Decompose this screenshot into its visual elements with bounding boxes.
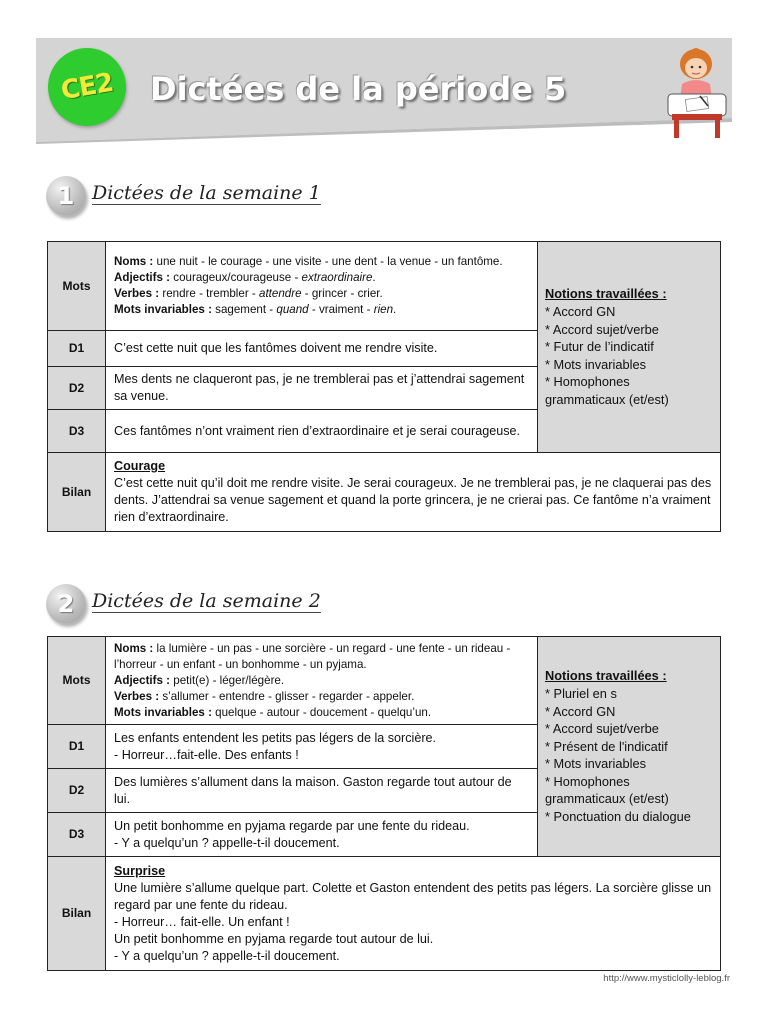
table-row	[48, 637, 721, 725]
bilan-title: Surprise	[114, 863, 166, 878]
bilan-cell	[106, 453, 721, 532]
notion-item: * Présent de l'indicatif	[545, 738, 668, 754]
adjectifs-list: petit(e) - léger/légère.	[170, 673, 285, 687]
row-label: D2	[48, 769, 106, 813]
number-bubble-icon	[46, 176, 86, 216]
verbes-list: s’allumer - entendre - glisser - regarder - appeler.	[159, 689, 415, 703]
bilan-text: - Y a quelqu’un ? appelle-t-il doucement.	[114, 948, 340, 963]
verbes-end: - grincer - crier.	[301, 287, 383, 300]
row-label: D1	[48, 331, 106, 367]
bilan-title: Courage	[114, 459, 166, 473]
adjectifs-label: Adjectifs :	[114, 271, 171, 284]
invariables-list: quelque - autour - doucement - quelqu’un.	[211, 705, 432, 719]
notion-item: * Accord GN	[545, 304, 616, 320]
row-label: D1	[48, 725, 106, 769]
notion-item: * Ponctuation du dialogue	[545, 809, 691, 825]
verbes-label: Verbes :	[114, 287, 160, 300]
noms-label: Noms :	[114, 255, 154, 268]
notion-item: * Pluriel en s	[545, 685, 617, 701]
notion-item: * Futur de l’indicatif	[545, 339, 654, 355]
ce2-badge-label: CE2	[58, 67, 116, 107]
invariables-italic-2: rien	[373, 303, 394, 316]
invariables-list-2: - vraiment -	[308, 303, 374, 316]
bilan-text: C’est cette nuit qu’il doit me rendre visite. Je serai courageux. Je ne tremblerai pas, je ne claquerai pas des dents. J’attendrai sa venue sagement et quand la porte grincera, je ne crierai pas. Ce fantôme n’a vraiment rien d’extraordinaire.	[114, 476, 712, 524]
row-label: Mots	[48, 637, 106, 725]
dictee-text: Mes dents ne claqueront pas, je ne tremblerai pas et j’attendrai sagement sa venue.	[106, 367, 538, 410]
noms-list: une nuit - le courage - une visite - une dent - la venue - un fantôme.	[153, 255, 503, 268]
noms-list: la lumière - un pas - une sorcière - un regard - une fente - un rideau - l’horreur - un enfant - un bonhomme - un pyjama.	[114, 641, 511, 671]
table-row	[48, 857, 721, 971]
section-number: 2	[57, 590, 75, 618]
verbes-italic: attendre	[259, 287, 302, 300]
adjectifs-end: .	[372, 271, 376, 284]
dictee-text: Ces fantômes n’ont vraiment rien d’extraordinaire et je serai courageuse.	[106, 410, 538, 453]
week-1-table	[47, 241, 721, 532]
verbes-label: Verbes :	[114, 689, 160, 703]
dictee-text: C’est cette nuit que les fantômes doivent me rendre visite.	[106, 331, 538, 367]
row-label: D3	[48, 410, 106, 453]
bilan-text: Une lumière s’allume quelque part. Colette et Gaston entendent des petits pas légers. La sorcière glisse un regard par une fente du rideau.	[114, 880, 712, 912]
noms-label: Noms :	[114, 641, 154, 655]
invariables-end: .	[393, 303, 397, 316]
number-bubble-icon	[46, 584, 86, 624]
verbes-list: rendre - trembler -	[159, 287, 259, 300]
table-row	[48, 453, 721, 532]
invariables-label: Mots invariables :	[114, 303, 212, 316]
notion-item: * Homophones grammaticaux (et/est)	[545, 773, 669, 807]
notion-item: * Accord GN	[545, 703, 616, 719]
notions-cell	[538, 637, 721, 857]
bilan-text: Un petit bonhomme en pyjama regarde tout autour de lui.	[114, 931, 434, 946]
invariables-list: sagement -	[211, 303, 277, 316]
dictee-text: Des lumières s’allument dans la maison. Gaston regarde tout autour de lui.	[106, 769, 538, 813]
notion-item: * Homophones grammaticaux (et/est)	[545, 374, 669, 407]
notions-title: Notions travaillées :	[545, 286, 667, 302]
week-2-table	[47, 636, 721, 971]
row-label: D3	[48, 813, 106, 857]
section-title: Dictées de la semaine 1	[92, 182, 321, 204]
mots-cell	[106, 242, 538, 331]
bilan-cell	[106, 857, 721, 971]
row-label: Mots	[48, 242, 106, 331]
adjectifs-italic: extraordinaire	[301, 271, 373, 284]
table-row	[48, 242, 721, 331]
footer-url: http://www.mysticlolly-leblog.fr	[603, 973, 730, 984]
page-title: Dictées de la période 5	[150, 70, 567, 108]
dictee-text: Les enfants entendent les petits pas légers de la sorcière. - Horreur…fait-elle. Des enfants !	[106, 725, 538, 769]
notions-title: Notions travaillées :	[545, 668, 667, 684]
mots-cell	[106, 637, 538, 725]
row-label: Bilan	[48, 857, 106, 971]
ce2-badge	[48, 48, 126, 126]
notion-item: * Mots invariables	[545, 356, 646, 372]
adjectifs-list: courageux/courageuse -	[170, 271, 302, 284]
notion-item: * Accord sujet/verbe	[545, 321, 659, 337]
row-label: D2	[48, 367, 106, 410]
bilan-text: - Horreur… fait-elle. Un enfant !	[114, 914, 290, 929]
adjectifs-label: Adjectifs :	[114, 673, 171, 687]
notion-item: * Accord sujet/verbe	[545, 721, 659, 737]
notions-cell	[538, 242, 721, 453]
invariables-label: Mots invariables :	[114, 705, 212, 719]
notion-item: * Mots invariables	[545, 756, 646, 772]
girl-writing-icon	[662, 44, 732, 140]
section-title: Dictées de la semaine 2	[92, 590, 321, 612]
section-number: 1	[57, 182, 75, 210]
row-label: Bilan	[48, 453, 106, 532]
invariables-italic: quand	[276, 303, 309, 316]
dictee-text: Un petit bonhomme en pyjama regarde par une fente du rideau. - Y a quelqu’un ? appelle-t-il doucement.	[106, 813, 538, 857]
